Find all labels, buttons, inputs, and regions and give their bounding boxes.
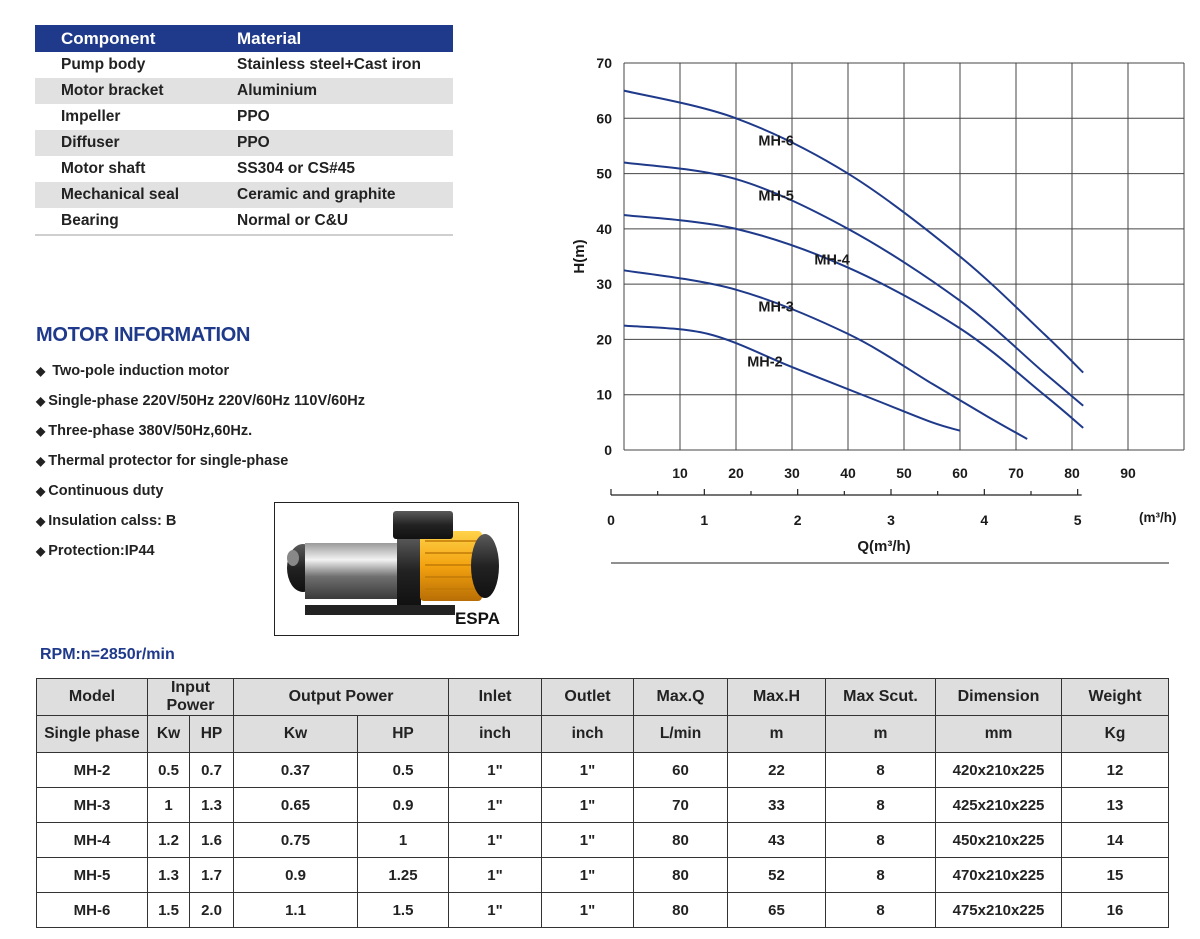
table-cell: 470x210x225 (936, 858, 1062, 893)
table-cell: 1.3 (190, 788, 234, 823)
series-label-mh-5: MH-5 (758, 188, 794, 205)
table-row (37, 753, 1169, 788)
table-row (37, 858, 1169, 893)
table-cell: 33 (728, 788, 826, 823)
table-cell: 70 (634, 788, 728, 823)
table-cell: 12 (1062, 753, 1169, 788)
motor-info-text: Protection:IP44 (48, 543, 155, 559)
table-cell: 1" (449, 858, 542, 893)
y-tick-label: 40 (596, 220, 612, 237)
table-cell: 1.5 (148, 893, 190, 928)
table-cell: 80 (634, 858, 728, 893)
table-cell: 14 (1062, 823, 1169, 858)
y-tick-label: 30 (596, 276, 612, 293)
table-cell: 0.75 (234, 823, 358, 858)
header-cell: Inlet (449, 679, 542, 716)
motor-info-title: MOTOR INFORMATION (36, 324, 251, 346)
series-label-mh-6: MH-6 (758, 133, 794, 150)
table-cell: 80 (634, 823, 728, 858)
material-header: Material (237, 28, 302, 48)
spec-subheader-row (37, 716, 1169, 753)
table-cell: 1.2 (148, 823, 190, 858)
table-cell: 420x210x225 (936, 753, 1062, 788)
header-cell: Dimension (936, 679, 1062, 716)
subheader-cell: inch (449, 716, 542, 753)
table-cell: 0.5 (358, 753, 449, 788)
diamond-bullet-icon: ◆ (36, 514, 46, 528)
materials-row (35, 208, 453, 234)
subheader-cell: HP (190, 716, 234, 753)
materials-table (35, 25, 453, 236)
x-tick-label-lmin: 20 (728, 465, 744, 481)
table-row (37, 893, 1169, 928)
table-cell: 60 (634, 753, 728, 788)
table-cell: 8 (826, 823, 936, 858)
component-cell: Pump body (61, 56, 146, 73)
table-cell: 80 (634, 893, 728, 928)
header-cell: Input Power (148, 679, 234, 716)
diamond-bullet-icon: ◆ (36, 364, 46, 378)
component-cell: Motor bracket (61, 82, 164, 99)
y-axis-label: H(m) (571, 239, 588, 274)
table-cell: MH-2 (37, 753, 148, 788)
x-tick-label-m3h: 3 (887, 512, 895, 528)
table-cell: 1" (542, 788, 634, 823)
diamond-bullet-icon: ◆ (36, 544, 46, 558)
series-line-mh-4 (624, 215, 1083, 428)
brand-label: ESPA (454, 609, 500, 628)
table-cell: 16 (1062, 893, 1169, 928)
table-cell: 1.6 (190, 823, 234, 858)
x-tick-label-m3h: 2 (793, 512, 802, 528)
diamond-bullet-icon: ◆ (36, 394, 46, 408)
y-tick-label: 60 (596, 110, 612, 127)
table-cell: 0.9 (358, 788, 449, 823)
subheader-cell: HP (358, 716, 449, 753)
table-cell: 1 (148, 788, 190, 823)
x-tick-label-m3h: 4 (980, 512, 989, 528)
subheader-cell: m (728, 716, 826, 753)
y-tick-label: 50 (596, 165, 612, 182)
materials-row (35, 52, 453, 78)
table-cell: 8 (826, 788, 936, 823)
subheader-cell: mm (936, 716, 1062, 753)
y-tick-label: 0 (604, 442, 612, 458)
motor-info-item (36, 386, 365, 416)
x-tick-label-m3h: 0 (607, 512, 615, 528)
x-axis-label: Q(m³/h) (857, 538, 911, 555)
motor-info-text: Two-pole induction motor (52, 363, 230, 379)
materials-divider (35, 234, 453, 236)
table-cell: 22 (728, 753, 826, 788)
header-cell: Max.Q (634, 679, 728, 716)
table-cell: 1.5 (358, 893, 449, 928)
x-tick-label-m3h: 5 (1073, 512, 1082, 528)
material-cell: PPO (237, 134, 270, 151)
x-tick-label-lmin: 10 (672, 465, 688, 481)
table-cell: 0.7 (190, 753, 234, 788)
table-cell: 1" (542, 823, 634, 858)
table-cell: 0.5 (148, 753, 190, 788)
component-cell: Diffuser (61, 134, 120, 151)
table-cell: 2.0 (190, 893, 234, 928)
table-cell: 43 (728, 823, 826, 858)
x-tick-label-lmin: 50 (896, 465, 912, 481)
table-cell: 0.37 (234, 753, 358, 788)
table-cell: MH-6 (37, 893, 148, 928)
table-cell: 1" (542, 858, 634, 893)
header-cell: Output Power (234, 679, 449, 716)
series-label-mh-4: MH-4 (814, 252, 850, 269)
rpm-label: RPM:n=2850r/min (40, 646, 175, 663)
materials-header (35, 25, 453, 52)
material-cell: Aluminium (237, 82, 318, 99)
table-row (37, 823, 1169, 858)
motor-info-text: Thermal protector for single-phase (48, 453, 289, 469)
table-cell: 1.7 (190, 858, 234, 893)
table-cell: 1" (449, 788, 542, 823)
table-cell: 13 (1062, 788, 1169, 823)
subheader-cell: Kw (234, 716, 358, 753)
materials-row (35, 182, 453, 208)
material-cell: Stainless steel+Cast iron (237, 56, 421, 73)
component-cell: Impeller (61, 108, 121, 125)
table-cell: MH-3 (37, 788, 148, 823)
motor-info-item (36, 416, 365, 446)
diamond-bullet-icon: ◆ (36, 424, 46, 438)
table-row (37, 788, 1169, 823)
table-cell: 0.65 (234, 788, 358, 823)
diamond-bullet-icon: ◆ (36, 454, 46, 468)
y-tick-label: 10 (596, 386, 612, 403)
table-cell: 1" (449, 823, 542, 858)
header-cell: Max Scut. (826, 679, 936, 716)
table-cell: 0.9 (234, 858, 358, 893)
materials-row (35, 78, 453, 104)
table-cell: MH-5 (37, 858, 148, 893)
table-cell: 1 (358, 823, 449, 858)
component-cell: Bearing (61, 212, 119, 229)
x-tick-label-lmin: 70 (1008, 465, 1024, 481)
component-cell: Mechanical seal (61, 186, 180, 203)
series-label-mh-2: MH-2 (747, 354, 783, 371)
diamond-bullet-icon: ◆ (36, 484, 46, 498)
motor-info-text: Three-phase 380V/50Hz,60Hz. (48, 423, 253, 439)
table-cell: 1.1 (234, 893, 358, 928)
series-label-mh-3: MH-3 (758, 299, 794, 316)
x-tick-label-lmin: 60 (952, 465, 968, 481)
y-tick-label: 20 (596, 331, 612, 348)
header-cell: Outlet (542, 679, 634, 716)
x-tick-label-lmin: 90 (1120, 465, 1136, 481)
component-header: Component (61, 28, 156, 48)
table-cell: 1" (449, 753, 542, 788)
subheader-cell: Single phase (37, 716, 148, 753)
component-cell: Motor shaft (61, 160, 146, 177)
header-cell: Max.H (728, 679, 826, 716)
table-cell: 65 (728, 893, 826, 928)
x-unit-m3h: (m³/h) (1139, 510, 1177, 525)
pump-curve-chart (560, 50, 1200, 580)
table-cell: 15 (1062, 858, 1169, 893)
table-cell: 8 (826, 893, 936, 928)
spec-table (36, 678, 1169, 928)
materials-row (35, 156, 453, 182)
spec-header-row (37, 679, 1169, 716)
header-cell: Model (37, 679, 148, 716)
table-cell: 1" (542, 753, 634, 788)
material-cell: Ceramic and graphite (237, 186, 396, 203)
table-cell: 52 (728, 858, 826, 893)
table-cell: 8 (826, 858, 936, 893)
table-cell: 450x210x225 (936, 823, 1062, 858)
subheader-cell: Kg (1062, 716, 1169, 753)
header-cell: Weight (1062, 679, 1169, 716)
motor-info-item (36, 446, 365, 476)
table-cell: 1.3 (148, 858, 190, 893)
subheader-cell: L/min (634, 716, 728, 753)
table-cell: 475x210x225 (936, 893, 1062, 928)
x-tick-label-m3h: 1 (700, 512, 709, 528)
materials-row (35, 104, 453, 130)
table-cell: 1" (542, 893, 634, 928)
material-cell: Normal or C&U (237, 212, 349, 229)
subheader-cell: m (826, 716, 936, 753)
motor-info-text: Insulation calss: B (48, 513, 177, 529)
y-tick-label: 70 (596, 55, 612, 71)
table-cell: 1.25 (358, 858, 449, 893)
subheader-cell: Kw (148, 716, 190, 753)
subheader-cell: inch (542, 716, 634, 753)
motor-info-item (36, 356, 365, 386)
pump-photo-frame (274, 502, 519, 636)
table-cell: MH-4 (37, 823, 148, 858)
x-tick-label-lmin: 40 (840, 465, 856, 481)
motor-info-text: Continuous duty (48, 483, 164, 499)
series-line-mh-3 (624, 270, 1027, 439)
materials-row (35, 130, 453, 156)
x-tick-label-lmin: 80 (1064, 465, 1080, 481)
material-cell: SS304 or CS#45 (237, 160, 356, 177)
material-cell: PPO (237, 108, 270, 125)
table-cell: 1" (449, 893, 542, 928)
motor-info-text: Single-phase 220V/50Hz 220V/60Hz 110V/60Hz (48, 393, 365, 409)
table-cell: 425x210x225 (936, 788, 1062, 823)
x-tick-label-lmin: 30 (784, 465, 800, 481)
table-cell: 8 (826, 753, 936, 788)
